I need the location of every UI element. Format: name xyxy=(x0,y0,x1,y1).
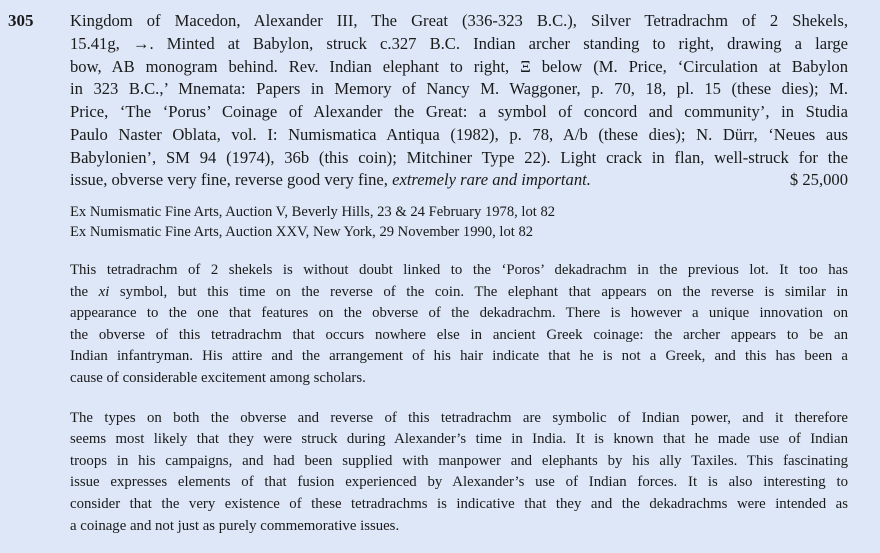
paragraph-line: the obverse of this tetradrachm that occurs nowhere else in ancient Greek coinage: the archer appears to be an xyxy=(70,326,848,343)
provenance-line: Ex Numismatic Fine Arts, Auction XXV, New York, 29 November 1990, lot 82 xyxy=(70,224,534,240)
description-line: 15.41g, →. Minted at Babylon, struck c.327 B.C. Indian archer standing to right, drawing a large xyxy=(70,33,848,53)
xi-word: xi xyxy=(98,283,110,300)
grade-text xyxy=(70,169,591,192)
paragraph-line: cause of considerable excitement among scholars. xyxy=(70,369,366,386)
grade-plain: issue, obverse very fine, reverse good very fine, xyxy=(70,170,393,190)
paragraph-line: consider that the very existence of these tetradrachms is indicative that they and the dekadrachms were intended as xyxy=(70,495,848,512)
lot-number: 305 xyxy=(8,11,34,30)
paragraph-line: issue expresses elements of that fusion experienced by Alexander’s use of Indian forces. It is also interesting to xyxy=(70,474,848,491)
lot-body xyxy=(70,10,848,537)
paragraph-line: This tetradrachm of 2 shekels is without doubt linked to the ‘Poros’ dekadrachm in the previous lot. It too has xyxy=(70,262,848,278)
paragraph-line: seems most likely that they were struck during Alexander’s time in India. It is known that he made use of Indian xyxy=(70,431,848,448)
description-line: Paulo Naster Oblata, vol. I: Numismatica Antiqua (1982), p. 78, A/b (these dies); N. Dürr, ‘Neues aus xyxy=(70,124,848,144)
paragraph-line xyxy=(70,282,848,304)
price-estimate: $ 25,000 xyxy=(789,170,848,190)
lot-description xyxy=(70,10,848,192)
provenance-line: Ex Numismatic Fine Arts, Auction V, Beverly Hills, 23 & 24 February 1978, lot 82 xyxy=(70,204,556,220)
paragraph-line-rest: symbol, but this time on the reverse of the coin. The elephant that appears on the reverse is similar in xyxy=(109,283,848,300)
paragraph-line: The types on both the obverse and reverse of this tetradrachm are symbolic of Indian power, and it therefore xyxy=(70,409,848,426)
provenance xyxy=(70,202,848,242)
paragraph-line: appearance to the one that features on the obverse of the dekadrachm. There is however a unique innovation on xyxy=(70,305,848,322)
rarity-note: extremely rare and important. xyxy=(392,170,591,190)
description-line: Babylonien’, SM 94 (1974), 36b (this coin); Mitchiner Type 22). Light crack in flan, well-struck for the xyxy=(70,147,848,167)
description-line: Kingdom of Macedon, Alexander III, The Great (336-323 B.C.), Silver Tetradrachm of 2 Shekels, xyxy=(70,11,848,30)
commentary-paragraph-2 xyxy=(70,408,848,538)
description-line: Price, ‘The ‘Porus’ Coinage of Alexander the Great: a symbol of concord and community’, in Studia xyxy=(70,102,848,121)
description-line: in 323 B.C.,’ Mnemata: Papers in Memory of Nancy M. Waggoner, p. 70, 18, pl. 15 (these dies); M. xyxy=(70,79,848,99)
description-line: bow, AB monogram behind. Rev. Indian elephant to right, Ξ below (M. Price, ‘Circulation at Babylon xyxy=(70,56,848,76)
paragraph-line: a coinage and not just as purely commemorative issues. xyxy=(70,517,400,534)
commentary-paragraph-1 xyxy=(70,260,848,390)
paragraph-line: Indian infantryman. His attire and the arrangement of his hair indicate that he is not a Greek, and this has been a xyxy=(70,348,848,365)
description-last-line xyxy=(70,169,848,192)
paragraph-line: troops in his campaigns, and had been supplied with manpower and elephants by his ally Taxiles. This fascinating xyxy=(70,452,848,469)
paragraph-line-start: the xyxy=(70,283,99,300)
